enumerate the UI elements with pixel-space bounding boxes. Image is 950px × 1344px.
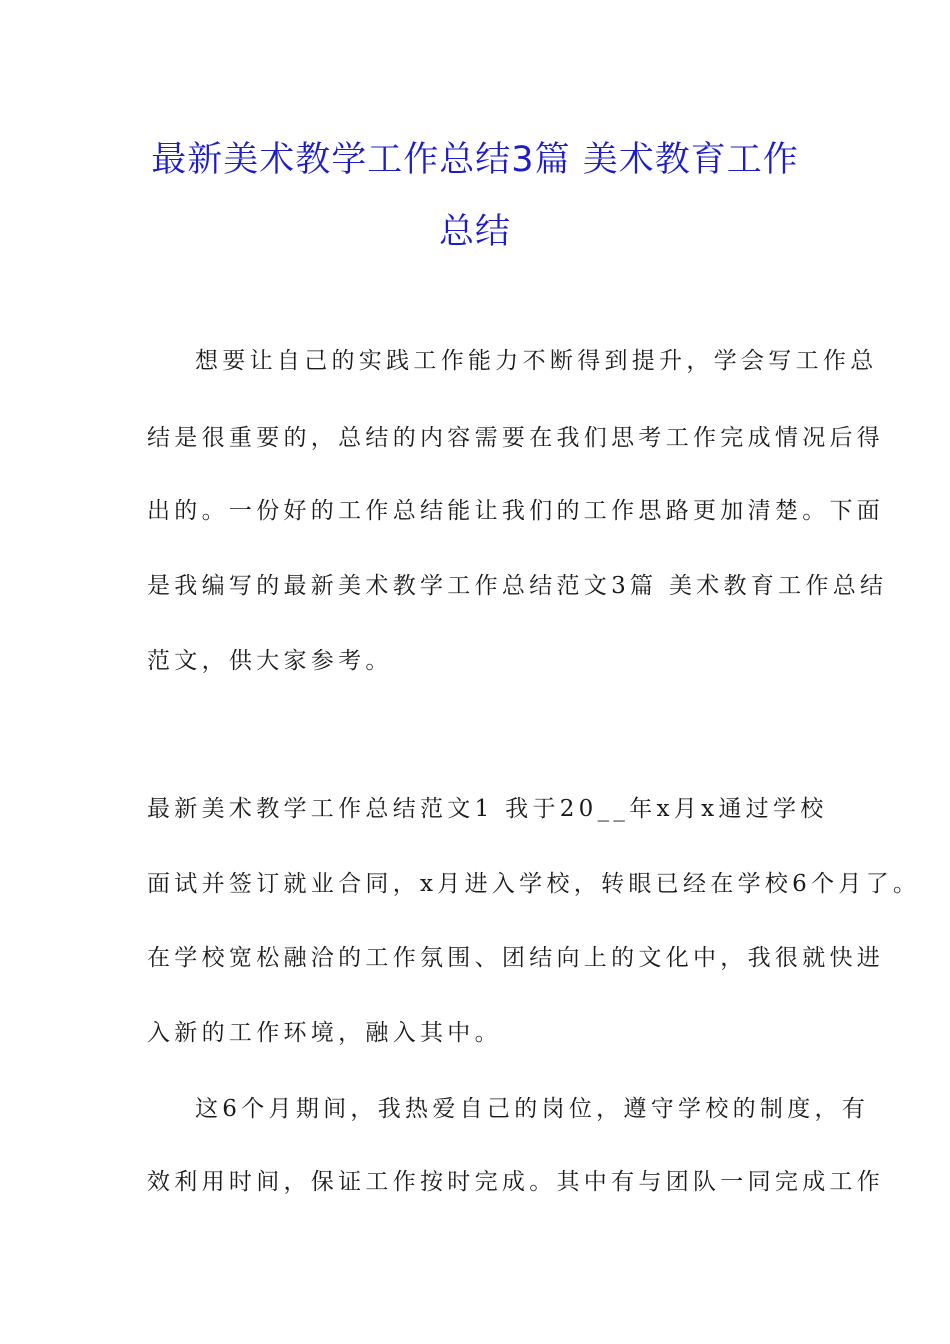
document-title-line-2: 总结 xyxy=(438,212,511,252)
section1-line-4: 入新的工作环境，融入其中。 xyxy=(147,1020,502,1046)
section2-line-1: 这6个月期间，我热爱自己的岗位，遵守学校的制度，有 xyxy=(195,1096,870,1122)
intro-line-1: 想要让自己的实践工作能力不断得到提升，学会写工作总 xyxy=(195,348,878,374)
intro-line-2: 结是很重要的，总结的内容需要在我们思考工作完成情况后得 xyxy=(147,425,885,451)
intro-line-3: 出的。一份好的工作总结能让我们的工作思路更加清楚。下面 xyxy=(147,498,885,524)
document-title-line-1: 最新美术教学工作总结3篇 美术教育工作 xyxy=(151,140,799,180)
intro-line-5: 范文，供大家参考。 xyxy=(147,648,393,674)
section1-line-3: 在学校宽松融洽的工作氛围、团结向上的文化中，我很就快进 xyxy=(147,945,885,971)
section1-line-2: 面试并签订就业合同，x月进入学校，转眼已经在学校6个月了。 xyxy=(147,871,921,897)
intro-line-4: 是我编写的最新美术教学工作总结范文3篇 美术教育工作总结 xyxy=(147,573,888,599)
section1-line-1: 最新美术教学工作总结范文1 我于20__年x月x通过学校 xyxy=(147,796,828,822)
section2-line-2: 效利用时间，保证工作按时完成。其中有与团队一同完成工作 xyxy=(147,1169,885,1195)
